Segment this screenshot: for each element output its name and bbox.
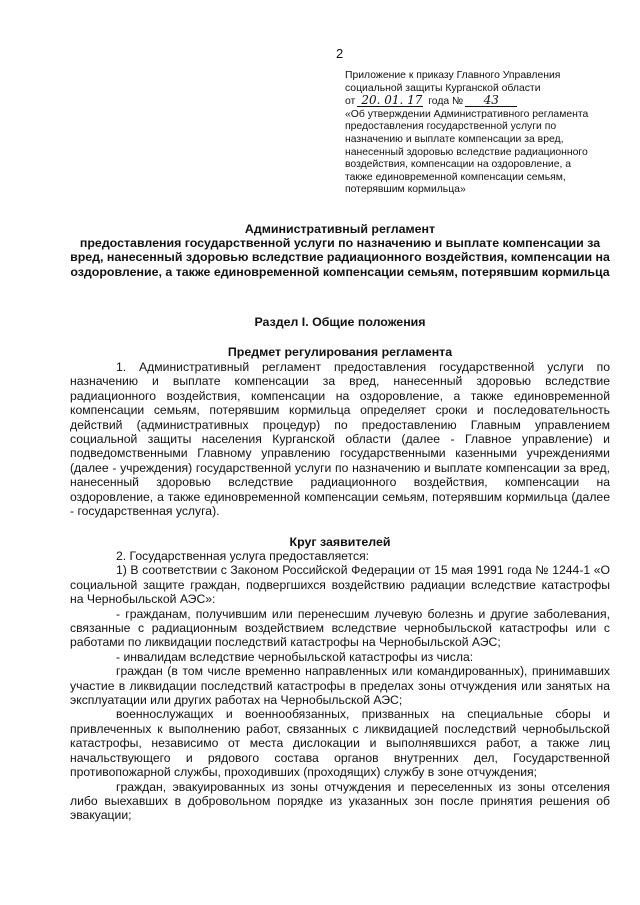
document-title: Административный регламент xyxy=(244,222,436,236)
applicants-paragraph: 2. Государственная услуга предоставляется: xyxy=(116,549,370,563)
approval-line: предоставления государственной услуги по xyxy=(345,121,557,133)
appendix-date-line xyxy=(345,95,615,109)
approval-line: также единовременной компенсации семьям, xyxy=(345,171,566,183)
number-prefix: года № xyxy=(428,96,464,108)
applicants-paragraph: военнослужащих и военнообязанных, призванных на специальные сборы и привлеченных к выполнению работ, связанных с ликвидацией последствий чернобыльской катастрофы, независимо от места дислокации и выполнявшихся работ, а также лиц начальствующего и рядового состава органов внутренних дел, Государственной противопожарной службы, проходивших (проходящих) службу в зоне отчуждения; xyxy=(70,707,610,780)
document-subtitle: предоставления государственной услуги по назначению и выплате компенсации за вред, нанесенный здоровью вследствие радиационного воздействия, компенсации на оздоровление, а также единовременной компенсации семьям, потерявшим кормильца xyxy=(70,236,610,279)
date-prefix: от xyxy=(345,96,356,108)
approval-line: воздействия, компенсации на оздоровление, а xyxy=(345,159,572,171)
handwritten-number: 43 xyxy=(465,95,517,107)
applicants-paragraph: граждан, эвакуированных из зоны отчуждения и переселенных из зоны отселения либо выехавших в добровольном порядке из указанных зон после принятия решения об эвакуации; xyxy=(70,779,610,823)
approval-line: нанесенный здоровью вследствие радиационного xyxy=(345,146,588,158)
applicants-paragraph: 1) В соответствии с Законом Российской Федерации от 15 мая 1991 года № 1244-1 «О социальной защите граждан, подвергшихся воздействию радиации вследствие катастрофы на Чернобыльской АЭС»: xyxy=(70,563,610,607)
section-heading: Раздел I. Общие положения xyxy=(254,315,426,329)
subject-paragraph-block xyxy=(70,360,610,518)
subject-paragraph: 1. Административный регламент предоставления государственной услуги по назначению и выплате компенсации за вред, нанесенный здоровью вследствие радиационного воздействия, компенсации на оздоровление, а также единовременной компенсации семьям, потерявшим кормильца определяет сроки и последовательность действий (административных процедур) по предоставлению Главным управлением социальной защиты населения Курганской области (далее - Главное управление) и подведомственными Главному управлению государственными казенными учреждениями (далее - учреждения) государственной услуги по назначению и выплате компенсации за вред, нанесенный здоровью вследствие радиационного воздействия, компенсации на оздоровление, а также единовременной компенсации семьям, потерявшим кормильца (далее - государственная услуга). xyxy=(70,360,610,519)
applicants-paragraph: - инвалидам вследствие чернобыльской катастрофы из числа: xyxy=(116,649,474,664)
approval-line: назначению и выплате компенсации за вред, xyxy=(345,133,564,145)
page-number: 2 xyxy=(336,46,344,61)
applicants-text-block xyxy=(70,549,610,823)
appendix-line: Приложение к приказу Главного Управления xyxy=(345,70,561,81)
appendix-block xyxy=(345,70,615,197)
applicants-paragraph: - гражданам, получившим или перенесшим лучевую болезнь и другие заболевания, связанные с радиационным воздействием вследствие чернобыльской катастрофы или с работами по ликвидации последствий катастрофы на Чернобыльской АЭС; xyxy=(70,606,610,650)
appendix-line: социальной защиты Курганской области xyxy=(345,82,541,94)
handwritten-date: 20. 01. 17 xyxy=(357,95,423,107)
approval-line: «Об утверждении Административного регламента xyxy=(345,108,589,120)
applicants-paragraph: граждан (в том числе временно направленных или командированных), принимавших участие в ликвидации последствий катастрофы в пределах зоны отчуждения или занятых на эксплуатации или других работах на Чернобыльской АЭС; xyxy=(70,664,610,708)
applicants-heading: Круг заявителей xyxy=(289,535,391,549)
subject-heading: Предмет регулирования регламента xyxy=(227,345,453,359)
approval-line: потерявшим кормильца» xyxy=(345,184,466,196)
